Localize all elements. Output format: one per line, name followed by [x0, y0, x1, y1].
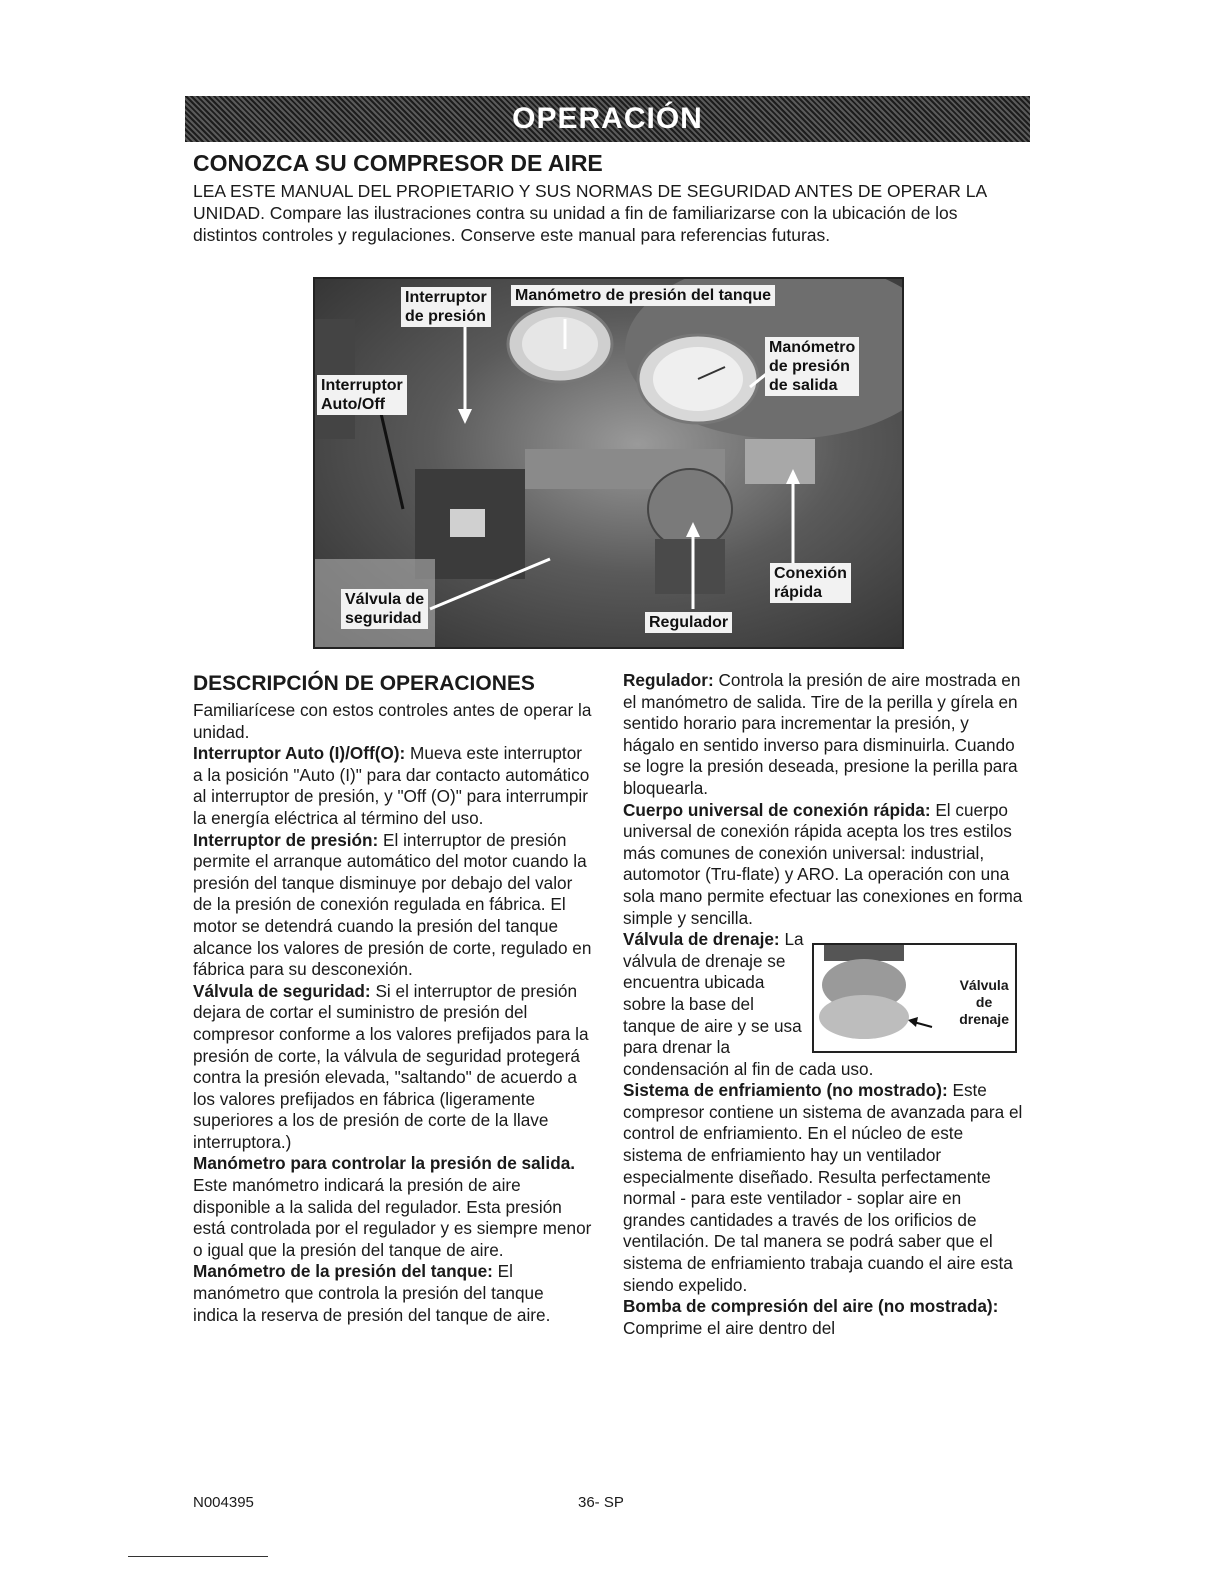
document-code: N004395	[193, 1494, 254, 1511]
item-quick-connect: Cuerpo universal de conexión rápida: El cuerpo universal de conexión rápida acepta los tres estilos más comunes de conexión universal: industrial, automotor (Tru-flate) y ARO. La operación con una sola mano permite efectuar las conexiones en forma simple y sencilla.	[623, 799, 1023, 928]
drain-valve-image	[812, 943, 1017, 1053]
drain-valve-label: Válvula de drenaje	[959, 977, 1009, 1028]
label-auto-off: Interruptor Auto/Off	[317, 375, 407, 415]
term-cooling-system: Sistema de enfriamiento (no mostrado):	[623, 1080, 948, 1101]
footer-rule	[128, 1556, 268, 1557]
item-pressure-switch: Interruptor de presión: El interruptor de presión permite el arranque automático del motor cuando la presión del tanque disminuye por debajo del valor de la presión de conexión regulada en fábrica. El motor se detendrá cuando la presión del tanque alcance los valores de presión de corte, regulado en fábrica para su desconexión.	[193, 829, 592, 980]
term-air-pump: Bomba de compresión del aire (no mostrada):	[623, 1296, 999, 1317]
compressor-photo	[313, 277, 904, 649]
page-number: 36- SP	[578, 1494, 624, 1511]
section-banner	[185, 96, 1030, 142]
term-pressure-switch: Interruptor de presión:	[193, 829, 379, 850]
label-quick-connect: Conexión rápida	[770, 563, 851, 603]
term-auto-off: Interruptor Auto (I)/Off(O):	[193, 743, 406, 764]
page-title: CONOZCA SU COMPRESOR DE AIRE	[193, 150, 603, 176]
left-column	[193, 670, 593, 1326]
label-regulator: Regulador	[645, 612, 732, 633]
item-drain-valve: Válvula de drenaje: La válvula de drenaje se encuentra ubicada sobre la base del tanque de aire y se usa para drenar la condensación al fin de cada uso.	[623, 929, 874, 1079]
operations-intro: Familiarícese con estos controles antes de operar la unidad.	[193, 700, 592, 742]
right-column	[623, 670, 1023, 1339]
item-safety-valve: Válvula de seguridad: Si el interruptor de presión dejara de cortar el suministro de presión del compresor conforme a los valores prefijados para la presión de corte, la válvula de seguridad protegerá contra la presión elevada, "saltando" de acuerdo a los valores prefijados en fábrica (ligeramente superiores a los de presión de corte de la llave interruptora.)	[193, 980, 589, 1152]
label-tank-gauge: Manómetro de presión del tanque	[511, 285, 775, 306]
term-drain-valve: Válvula de drenaje:	[623, 929, 780, 950]
term-regulator: Regulador:	[623, 670, 714, 690]
label-pressure-switch: Interruptor de presión	[401, 287, 491, 327]
term-safety-valve: Válvula de seguridad:	[193, 980, 371, 1001]
intro-paragraph: LEA ESTE MANUAL DEL PROPIETARIO Y SUS NORMAS DE SEGURIDAD ANTES DE OPERAR LA UNIDAD. Compare las ilustraciones contra su unidad a fin de familiarizarse con la ubicación de los distintos controles y regulaciones. Conserve este manual para referencias futuras.	[193, 181, 987, 245]
banner-title: OPERACIÓN	[512, 102, 703, 135]
section-title: DESCRIPCIÓN DE OPERACIONES	[193, 672, 535, 695]
term-outlet-gauge: Manómetro para controlar la presión de salida.	[193, 1153, 576, 1174]
item-outlet-gauge: Manómetro para controlar la presión de salida. Este manómetro indicará la presión de aire disponible a la salida del regulador. Esta presión está controlada por el regulador y es siempre menor o igual que la presión del tanque de aire.	[193, 1153, 592, 1260]
label-outlet-gauge: Manómetro de presión de salida	[765, 337, 859, 396]
term-quick-connect: Cuerpo universal de conexión rápida:	[623, 799, 931, 820]
item-cooling-system: Sistema de enfriamiento (no mostrado): Este compresor contiene un sistema de avanzada para el control de enfriamiento. En el núcleo de este sistema de enfriamiento hay un ventilador especialmente diseñado. Resulta perfectamente normal - para este ventilador - soplar aire en grandes cantidades a través de los orificios de ventilación. De tal manera se podrá saber que el sistema de enfriamiento trabaja cuando el aire esta siendo expelido.	[623, 1080, 1023, 1295]
item-regulator: Regulador: Controla la presión de aire mostrada en el manómetro de salida. Tire de la perilla y gírela en sentido horario para incrementar la presión, y hágalo en sentido inverso para disminuirla. Cuando se logre la presión deseada, presione la perilla para bloquearla.	[623, 670, 1021, 798]
term-tank-gauge: Manómetro de la presión del tanque:	[193, 1261, 493, 1282]
item-tank-gauge: Manómetro de la presión del tanque: El manómetro que controla la presión del tanque indica la reserva de presión del tanque de aire.	[193, 1261, 551, 1325]
item-air-pump: Bomba de compresión del aire (no mostrada): Comprime el aire dentro del	[623, 1296, 999, 1338]
label-safety-valve: Válvula de seguridad	[341, 589, 428, 629]
item-auto-off: Interruptor Auto (I)/Off(O): Mueva este interruptor a la posición "Auto (I)" para dar contacto automático al interruptor de presión, y "Off (O)" para interrumpir la energía eléctrica al término del uso.	[193, 743, 590, 828]
